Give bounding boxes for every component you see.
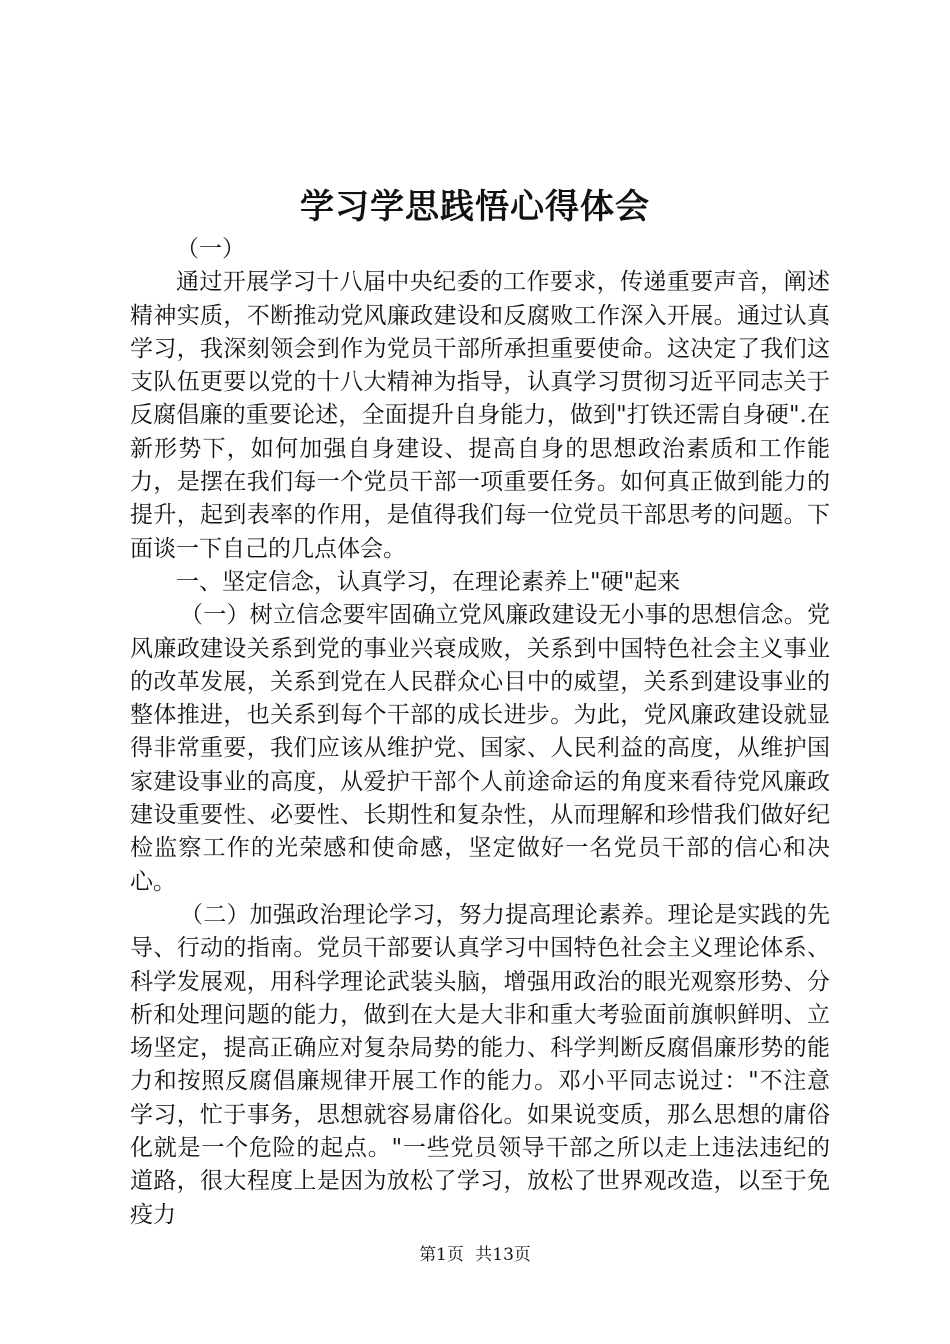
page-total: 共13页 bbox=[475, 1245, 531, 1265]
section-marker: （一） bbox=[176, 236, 245, 262]
document-title: 学习学思践悟心得体会 bbox=[300, 187, 650, 227]
paragraph-subsection-1: （一）树立信念要牢固确立党风廉政建设无小事的思想信念。党风廉政建设关系到党的事业兴衰成败，关系到中国特色社会主义事业的改革发展，关系到党在人民群众心目中的威望，关系到建设事业的整体推进，也关系到每个干部的成长进步。为此，党风廉政建设就显得非常重要，我们应该从维护党、国家、人民利益的高度，从维护国家建设事业的高度，从爱护干部个人前途命运的角度来看待党风廉政建设重要性、必要性、长期性和复杂性，从而理解和珍惜我们做好纪检监察工作的光荣感和使命感，坚定做好一名党员干部的信心和决心。 bbox=[130, 602, 830, 895]
section-heading-1: 一、坚定信念，认真学习，在理论素养上"硬"起来 bbox=[176, 568, 681, 595]
page-number: 第1页 bbox=[419, 1245, 464, 1265]
paragraph-subsection-2: （二）加强政治理论学习，努力提高理论素养。理论是实践的先导、行动的指南。党员干部要认真学习中国特色社会主义理论体系、科学发展观，用科学理论武装头脑，增强用政治的眼光观察形势、分析和处理问题的能力，做到在大是大非和重大考验面前旗帜鲜明、立场坚定，提高正确应对复杂局势的能力、科学判断反腐倡廉形势的能力和按照反腐倡廉规律开展工作的能力。邓小平同志说过："不注意学习，忙于事务，思想就容易庸俗化。如果说变质，那么思想的庸俗化就是一个危险的起点。"一些党员领导干部之所以走上违法违纪的道路，很大程度上是因为放松了学习，放松了世界观改造，以至于免疫力 bbox=[130, 901, 830, 1228]
page-footer bbox=[0, 1244, 950, 1266]
paragraph-intro: 通过开展学习十八届中央纪委的工作要求，传递重要声音，阐述精神实质，不断推动党风廉政建设和反腐败工作深入开展。通过认真学习，我深刻领会到作为党员干部所承担重要使命。这决定了我们这支队伍更要以党的十八大精神为指导，认真学习贯彻习近平同志关于反腐倡廉的重要论述，全面提升自身能力，做到"打铁还需自身硬".在新形势下，如何加强自身建设、提高自身的思想政治素质和工作能力，是摆在我们每一个党员干部一项重要任务。如何真正做到能力的提升，起到表率的作用，是值得我们每一位党员干部思考的问题。下面谈一下自己的几点体会。 bbox=[130, 269, 830, 562]
document-body bbox=[130, 233, 830, 1232]
